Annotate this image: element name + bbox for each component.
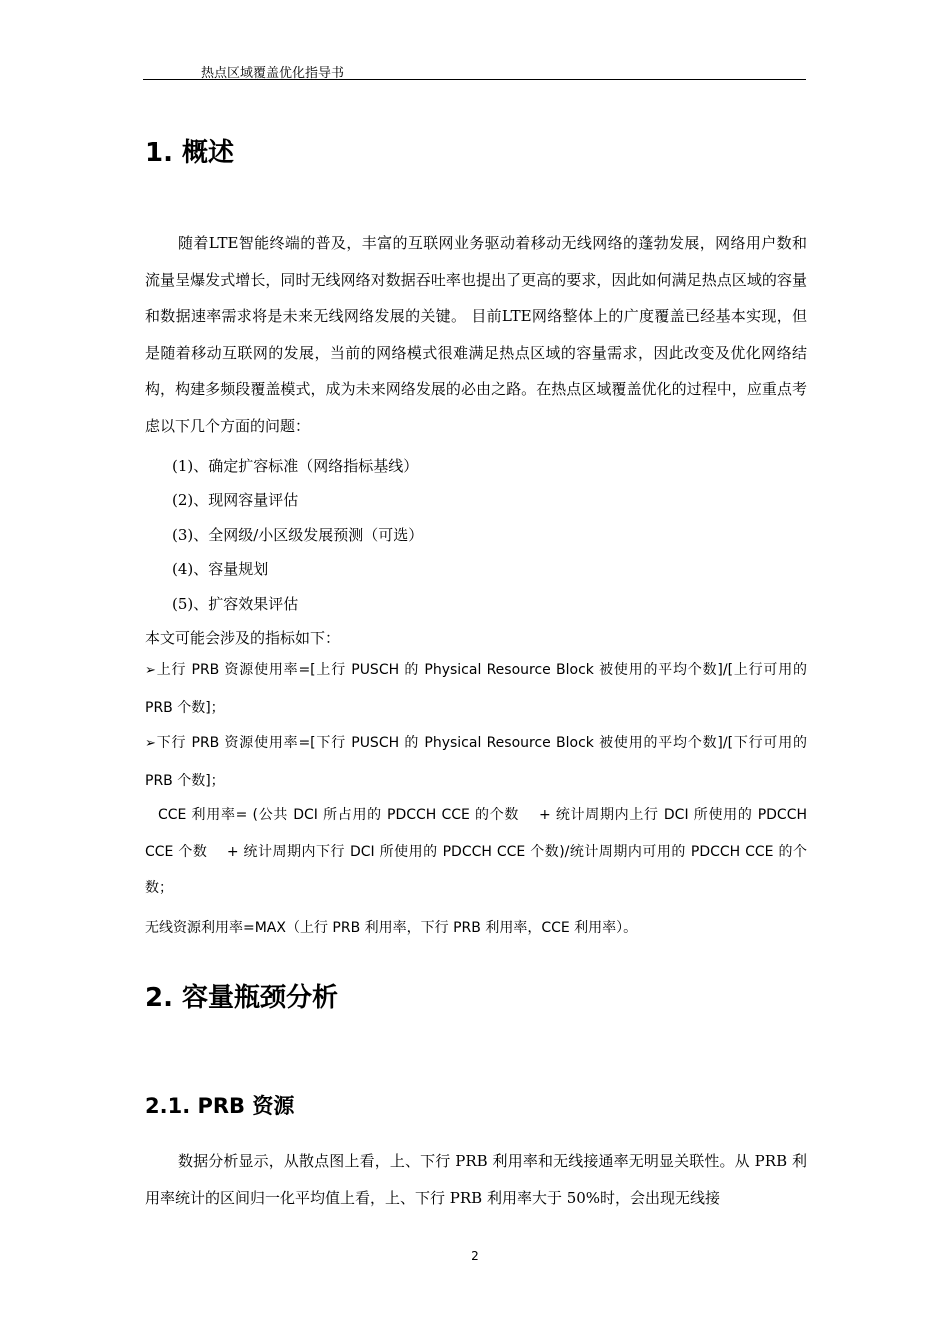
section-2-1-heading: 2.1. PRB 资源 (145, 1094, 295, 1118)
wireless-utilization: 无线资源利用率=MAX（上行 PRB 利用率，下行 PRB 利用率，CCE 利用率）。 (145, 920, 638, 936)
list-item-4: (4)、容量规划 (172, 560, 269, 578)
dl-prb-text: 下行 PRB 资源使用率=[下行 PUSCH 的 Physical Resource Block 被使用的平均个数]/[下行可用的 PRB 个数]； (145, 735, 807, 789)
running-header: 热点区域覆盖优化指导书 (201, 66, 345, 81)
ul-prb-text: 上行 PRB 资源使用率=[上行 PUSCH 的 Physical Resource Block 被使用的平均个数]/[上行可用的 PRB 个数]； (145, 662, 807, 716)
section-1-heading: 1. 概述 (145, 138, 235, 168)
list-item-3: (3)、全网级/小区级发展预测（可选） (172, 526, 424, 544)
list-item-5: (5)、扩容效果评估 (172, 595, 299, 613)
prb-paragraph: 数据分析显示，从散点图上看，上、下行 PRB 利用率和无线接通率无明显关联性。从 PRB 利用率统计的区间归一化平均值上看，上、下行 PRB 利用率大于 50%时，会出现无线接 (145, 1152, 807, 1207)
indicators-intro: 本文可能会涉及的指标如下： (145, 629, 341, 647)
list-item-1: (1)、确定扩容标准（网络指标基线） (172, 457, 419, 475)
page-number: 2 (471, 1249, 479, 1263)
ul-prb-indicator (145, 652, 807, 726)
arrow-bullet-icon: ➢ (145, 663, 156, 678)
arrow-bullet-icon: ➢ (145, 736, 156, 751)
intro-paragraph: 随着LTE智能终端的普及，丰富的互联网业务驱动着移动无线网络的蓬勃发展，网络用户数和流量呈爆发式增长，同时无线网络对数据吞吐率也提出了更高的要求，因此如何满足热点区域的容量和数据速率需求将是未来无线网络发展的关键。 目前LTE网络整体上的广度覆盖已经基本实现，但是随着移动互联网的发展，当前的网络模式很难满足热点区域的容量需求，因此改变及优化网络结构，构建多频段覆盖模式，成为未来网络发展的必由之路。在热点区域覆盖优化的过程中，应重点考虑以下几个方面的问题： (145, 234, 807, 435)
section-2-heading: 2. 容量瓶颈分析 (145, 983, 339, 1013)
header-rule (143, 79, 806, 80)
cce-indicator: CCE 利用率= (公共 DCI 所占用的 PDCCH CCE 的个数 + 统计周期内上行 DCI 所使用的 PDCCH CCE 个数 + 统计周期内下行 DCI 所使用的 PDCCH CCE 个数)/统计周期内可用的 PDCCH CCE 的个数； (145, 807, 807, 896)
dl-prb-indicator (145, 725, 807, 799)
list-item-2: (2)、现网容量评估 (172, 491, 299, 509)
